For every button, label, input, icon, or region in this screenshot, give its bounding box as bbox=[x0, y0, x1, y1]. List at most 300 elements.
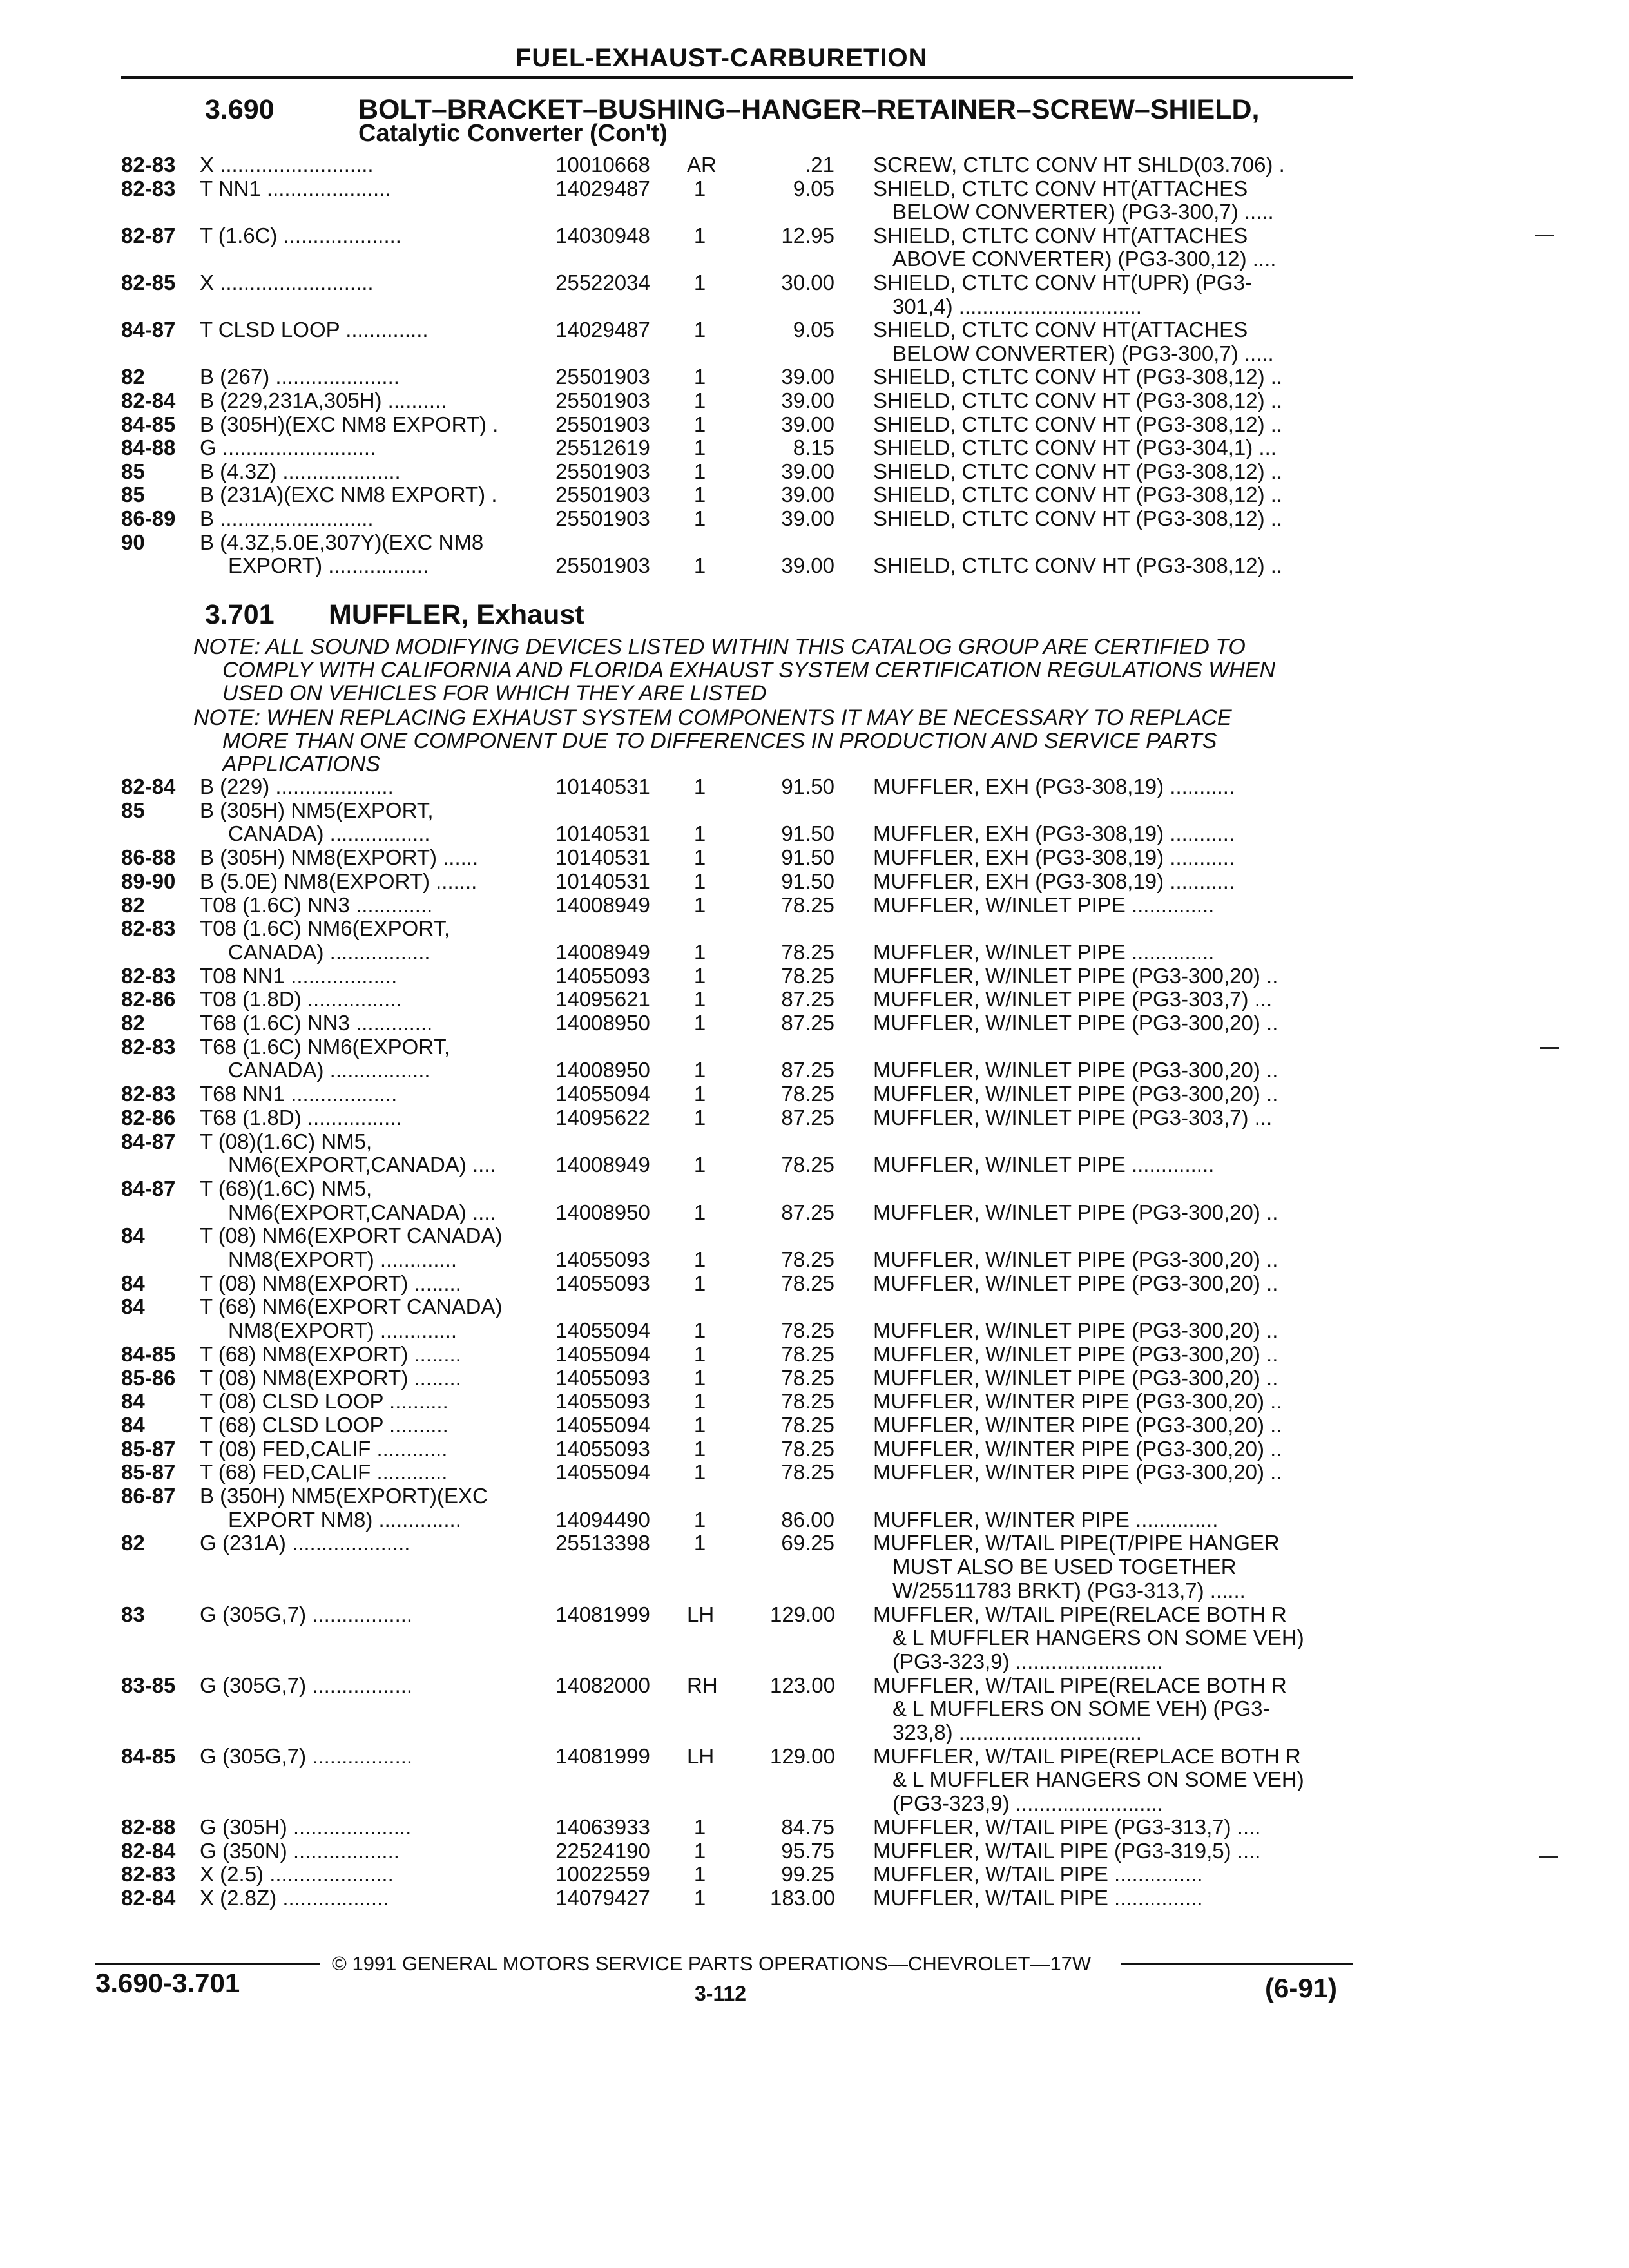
cell-app: T68 (1.8D) ................ bbox=[200, 1106, 402, 1129]
cell-qty: 1 bbox=[693, 271, 706, 294]
cell-qty: 1 bbox=[693, 1058, 706, 1082]
margin-mark bbox=[1535, 235, 1554, 236]
cell-qty: 1 bbox=[693, 940, 706, 964]
cell-yr: 90 bbox=[121, 530, 145, 554]
cell-part: 14055094 bbox=[555, 1318, 650, 1342]
cell-part: 25513398 bbox=[555, 1531, 650, 1555]
cell-desc: SHIELD, CTLTC CONV HT(ATTACHES bbox=[873, 177, 1248, 200]
cell-part: 14055093 bbox=[555, 1247, 650, 1271]
cell-price: 87.25 bbox=[781, 1058, 834, 1082]
cell-part: 25501903 bbox=[555, 412, 650, 436]
table-row bbox=[0, 1461, 1629, 1484]
cell-price: 91.50 bbox=[781, 845, 834, 869]
footer-rule bbox=[95, 1963, 320, 1965]
cell-desc: SHIELD, CTLTC CONV HT (PG3-308,12) .. bbox=[873, 506, 1283, 530]
cell-app: NM6(EXPORT,CANADA) .... bbox=[228, 1153, 496, 1177]
cell-app: X .......................... bbox=[200, 271, 374, 294]
cell-price: 8.15 bbox=[793, 436, 834, 459]
table-row bbox=[0, 1106, 1629, 1129]
margin-mark bbox=[1540, 1047, 1559, 1049]
cell-app: B (4.3Z) .................... bbox=[200, 459, 401, 483]
cell-app: T (1.6C) .................... bbox=[200, 224, 401, 247]
table-row bbox=[0, 365, 1629, 389]
cell-app: G (305H) .................... bbox=[200, 1815, 412, 1839]
cell-yr: 84-87 bbox=[121, 1177, 176, 1200]
table-row bbox=[0, 1603, 1629, 1626]
cell-desc: MUFFLER, W/INTER PIPE (PG3-300,20) .. bbox=[873, 1413, 1282, 1437]
cell-yr: 85-87 bbox=[121, 1437, 176, 1461]
cell-desc: MUFFLER, EXH (PG3-308,19) ........... bbox=[873, 845, 1235, 869]
table-row bbox=[0, 799, 1629, 822]
cell-yr: 84-87 bbox=[121, 318, 176, 341]
footer-copyright: © 1991 GENERAL MOTORS SERVICE PARTS OPERATIONS—CHEVROLET—17W bbox=[332, 1952, 1092, 1975]
table-row bbox=[0, 1437, 1629, 1461]
cell-desc: SCREW, CTLTC CONV HT SHLD(03.706) . bbox=[873, 153, 1285, 177]
cell-app: T08 (1.6C) NN3 ............. bbox=[200, 893, 433, 917]
cell-yr: 85 bbox=[121, 798, 145, 822]
cell-desc: SHIELD, CTLTC CONV HT(UPR) (PG3- bbox=[873, 271, 1252, 294]
cell-app: B (305H) NM5(EXPORT, bbox=[200, 798, 434, 822]
cell-price: 39.00 bbox=[781, 365, 834, 389]
cell-desc: MUFFLER, W/TAIL PIPE ............... bbox=[873, 1886, 1203, 1910]
section-title: MUFFLER, Exhaust bbox=[329, 599, 584, 630]
cell-desc: 323,8) ............................... bbox=[892, 1720, 1142, 1744]
cell-yr: 85-87 bbox=[121, 1460, 176, 1484]
table-row bbox=[0, 1319, 1629, 1342]
cell-price: 78.25 bbox=[781, 1413, 834, 1437]
cell-desc: MUFFLER, W/INLET PIPE (PG3-300,20) .. bbox=[873, 964, 1278, 988]
cell-yr: 84-85 bbox=[121, 412, 176, 436]
cell-qty: RH bbox=[687, 1673, 718, 1697]
cell-desc: BELOW CONVERTER) (PG3-300,7) ..... bbox=[892, 200, 1274, 224]
cell-desc: MUFFLER, W/INLET PIPE .............. bbox=[873, 940, 1215, 964]
cell-qty: LH bbox=[687, 1744, 715, 1768]
cell-yr: 86-89 bbox=[121, 506, 176, 530]
cell-desc: & L MUFFLER HANGERS ON SOME VEH) bbox=[892, 1767, 1304, 1791]
cell-part: 14008950 bbox=[555, 1058, 650, 1082]
cell-price: 39.00 bbox=[781, 553, 834, 577]
cell-app: G (305G,7) ................. bbox=[200, 1673, 413, 1697]
cell-desc: ABOVE CONVERTER) (PG3-300,12) .... bbox=[892, 247, 1277, 271]
cell-yr: 82-85 bbox=[121, 271, 176, 294]
cell-qty: 1 bbox=[693, 1082, 706, 1106]
cell-part: 14008949 bbox=[555, 940, 650, 964]
table-row bbox=[0, 1248, 1629, 1271]
cell-qty: 1 bbox=[693, 1389, 706, 1413]
cell-qty: 1 bbox=[693, 1153, 706, 1177]
cell-yr: 84-88 bbox=[121, 436, 176, 459]
cell-app: T (68) FED,CALIF ............ bbox=[200, 1460, 448, 1484]
cell-price: 12.95 bbox=[781, 224, 834, 247]
cell-part: 10022559 bbox=[555, 1862, 650, 1886]
cell-qty: 1 bbox=[693, 224, 706, 247]
cell-desc: MUFFLER, W/INTER PIPE (PG3-300,20) .. bbox=[873, 1460, 1282, 1484]
cell-price: 78.25 bbox=[781, 964, 834, 988]
note-line: NOTE: WHEN REPLACING EXHAUST SYSTEM COMPONENTS IT MAY BE NECESSARY TO REPLACE bbox=[193, 706, 1232, 730]
table-row bbox=[0, 1579, 1629, 1602]
table-row bbox=[0, 1840, 1629, 1863]
cell-desc: SHIELD, CTLTC CONV HT (PG3-308,12) .. bbox=[873, 553, 1283, 577]
cell-desc: MUFFLER, W/INLET PIPE .............. bbox=[873, 1153, 1215, 1177]
cell-app: EXPORT) ................. bbox=[228, 553, 429, 577]
table-row bbox=[0, 1012, 1629, 1035]
footer-date: (6-91) bbox=[1265, 1973, 1338, 2003]
margin-mark bbox=[1539, 1856, 1558, 1858]
cell-desc: & L MUFFLERS ON SOME VEH) (PG3- bbox=[892, 1696, 1270, 1720]
cell-yr: 82-83 bbox=[121, 964, 176, 988]
table-row bbox=[0, 1177, 1629, 1200]
cell-yr: 84-85 bbox=[121, 1342, 176, 1366]
cell-yr: 85 bbox=[121, 483, 145, 506]
cell-qty: 1 bbox=[693, 436, 706, 459]
cell-price: 87.25 bbox=[781, 1106, 834, 1129]
cell-yr: 85 bbox=[121, 459, 145, 483]
cell-price: 78.25 bbox=[781, 1366, 834, 1390]
cell-qty: 1 bbox=[693, 845, 706, 869]
cell-price: 78.25 bbox=[781, 940, 834, 964]
cell-qty: 1 bbox=[693, 1271, 706, 1295]
cell-desc: MUFFLER, W/INLET PIPE (PG3-300,20) .. bbox=[873, 1247, 1278, 1271]
cell-yr: 82-88 bbox=[121, 1815, 176, 1839]
footer-section-range: 3.690-3.701 bbox=[95, 1968, 240, 1998]
cell-app: X .......................... bbox=[200, 153, 374, 177]
cell-desc: MUST ALSO BE USED TOGETHER bbox=[892, 1555, 1237, 1579]
cell-price: 78.25 bbox=[781, 1247, 834, 1271]
cell-desc: MUFFLER, W/INLET PIPE (PG3-300,20) .. bbox=[873, 1342, 1278, 1366]
cell-yr: 84 bbox=[121, 1271, 145, 1295]
cell-part: 10140531 bbox=[555, 869, 650, 893]
cell-part: 25501903 bbox=[555, 553, 650, 577]
table-row bbox=[0, 1887, 1629, 1910]
cell-price: 30.00 bbox=[781, 271, 834, 294]
cell-price: 78.25 bbox=[781, 893, 834, 917]
table-row bbox=[0, 460, 1629, 483]
cell-yr: 84 bbox=[121, 1224, 145, 1247]
cell-qty: 1 bbox=[693, 964, 706, 988]
cell-app: NM8(EXPORT) ............. bbox=[228, 1318, 458, 1342]
cell-desc: MUFFLER, W/TAIL PIPE (PG3-319,5) .... bbox=[873, 1839, 1261, 1863]
header-rule bbox=[121, 76, 1353, 79]
cell-price: 183.00 bbox=[770, 1886, 835, 1910]
cell-part: 14095622 bbox=[555, 1106, 650, 1129]
cell-price: 39.00 bbox=[781, 506, 834, 530]
cell-qty: 1 bbox=[693, 553, 706, 577]
cell-part: 10010668 bbox=[555, 153, 650, 177]
cell-app: T (68) NM6(EXPORT CANADA) bbox=[200, 1294, 503, 1318]
cell-yr: 83 bbox=[121, 1602, 145, 1626]
cell-part: 25501903 bbox=[555, 506, 650, 530]
cell-app: T CLSD LOOP .............. bbox=[200, 318, 429, 341]
cell-app: X (2.5) ..................... bbox=[200, 1862, 394, 1886]
cell-part: 14055093 bbox=[555, 1437, 650, 1461]
cell-app: G (305G,7) ................. bbox=[200, 1744, 413, 1768]
cell-part: 14008950 bbox=[555, 1200, 650, 1224]
table-row bbox=[0, 1863, 1629, 1886]
cell-price: 91.50 bbox=[781, 822, 834, 845]
cell-price: 129.00 bbox=[770, 1602, 835, 1626]
table-row bbox=[0, 342, 1629, 365]
cell-yr: 82 bbox=[121, 1011, 145, 1035]
cell-part: 25501903 bbox=[555, 365, 650, 389]
table-row bbox=[0, 153, 1629, 177]
cell-yr: 83-85 bbox=[121, 1673, 176, 1697]
cell-qty: 1 bbox=[693, 389, 706, 412]
cell-app: T (68) NM8(EXPORT) ........ bbox=[200, 1342, 461, 1366]
cell-qty: 1 bbox=[693, 774, 706, 798]
cell-part: 14055093 bbox=[555, 1366, 650, 1390]
table-row bbox=[0, 822, 1629, 845]
cell-desc: SHIELD, CTLTC CONV HT (PG3-308,12) .. bbox=[873, 412, 1283, 436]
cell-qty: 1 bbox=[693, 1437, 706, 1461]
cell-app: CANADA) ................. bbox=[228, 822, 430, 845]
note-line: MORE THAN ONE COMPONENT DUE TO DIFFERENCES IN PRODUCTION AND SERVICE PARTS bbox=[222, 729, 1217, 753]
cell-desc: (PG3-323,9) ......................... bbox=[892, 1791, 1163, 1815]
cell-part: 25501903 bbox=[555, 389, 650, 412]
cell-desc: MUFFLER, EXH (PG3-308,19) ........... bbox=[873, 822, 1235, 845]
cell-app: G (305G,7) ................. bbox=[200, 1602, 413, 1626]
cell-yr: 82 bbox=[121, 365, 145, 389]
cell-app: B (229) .................... bbox=[200, 774, 394, 798]
table-row bbox=[0, 870, 1629, 893]
table-row bbox=[0, 1272, 1629, 1295]
table-row bbox=[0, 1224, 1629, 1247]
table-row bbox=[0, 177, 1629, 200]
cell-desc: & L MUFFLER HANGERS ON SOME VEH) bbox=[892, 1626, 1304, 1649]
footer-rule bbox=[1121, 1963, 1353, 1965]
cell-yr: 82-83 bbox=[121, 153, 176, 177]
cell-app: T (08) NM6(EXPORT CANADA) bbox=[200, 1224, 503, 1247]
cell-desc: MUFFLER, W/INTER PIPE .............. bbox=[873, 1508, 1219, 1532]
table-row bbox=[0, 1792, 1629, 1815]
cell-part: 14081999 bbox=[555, 1602, 650, 1626]
cell-yr: 82-84 bbox=[121, 1839, 176, 1863]
cell-qty: 1 bbox=[693, 1460, 706, 1484]
cell-yr: 82 bbox=[121, 1531, 145, 1555]
cell-app: B (305H) NM8(EXPORT) ...... bbox=[200, 845, 479, 869]
table-row bbox=[0, 554, 1629, 577]
cell-qty: 1 bbox=[693, 1862, 706, 1886]
cell-qty: 1 bbox=[693, 1200, 706, 1224]
cell-yr: 89-90 bbox=[121, 869, 176, 893]
cell-app: T68 NN1 .................. bbox=[200, 1082, 398, 1106]
cell-qty: 1 bbox=[693, 893, 706, 917]
cell-yr: 82-83 bbox=[121, 1862, 176, 1886]
cell-app: T08 (1.6C) NM6(EXPORT, bbox=[200, 916, 450, 940]
footer-page-number: 3-112 bbox=[695, 1982, 747, 2005]
cell-qty: 1 bbox=[693, 1531, 706, 1555]
cell-part: 10140531 bbox=[555, 845, 650, 869]
cell-price: 87.25 bbox=[781, 1200, 834, 1224]
table-row bbox=[0, 436, 1629, 459]
cell-qty: 1 bbox=[693, 177, 706, 200]
section-number: 3.690 bbox=[205, 94, 275, 125]
cell-qty: AR bbox=[687, 153, 717, 177]
table-row bbox=[0, 1626, 1629, 1649]
cell-desc: MUFFLER, W/INLET PIPE (PG3-300,20) .. bbox=[873, 1011, 1278, 1035]
cell-yr: 82-84 bbox=[121, 774, 176, 798]
cell-price: 99.25 bbox=[781, 1862, 834, 1886]
cell-app: B (4.3Z,5.0E,307Y)(EXC NM8 bbox=[200, 530, 484, 554]
cell-app: CANADA) ................. bbox=[228, 940, 430, 964]
table-row bbox=[0, 988, 1629, 1011]
table-row bbox=[0, 1082, 1629, 1106]
cell-qty: 1 bbox=[693, 1508, 706, 1532]
cell-price: 87.25 bbox=[781, 987, 834, 1011]
cell-desc: MUFFLER, EXH (PG3-308,19) ........... bbox=[873, 774, 1235, 798]
cell-price: 78.25 bbox=[781, 1389, 834, 1413]
cell-desc: MUFFLER, W/INLET PIPE (PG3-300,20) .. bbox=[873, 1271, 1278, 1295]
cell-yr: 84 bbox=[121, 1413, 145, 1437]
cell-desc: MUFFLER, W/INLET PIPE .............. bbox=[873, 893, 1215, 917]
cell-desc: (PG3-323,9) ......................... bbox=[892, 1649, 1163, 1673]
cell-desc: MUFFLER, W/INLET PIPE (PG3-300,20) .. bbox=[873, 1058, 1278, 1082]
cell-qty: 1 bbox=[693, 1886, 706, 1910]
cell-app: T (08)(1.6C) NM5, bbox=[200, 1129, 372, 1153]
cell-app: T68 (1.6C) NM6(EXPORT, bbox=[200, 1035, 450, 1059]
cell-part: 14029487 bbox=[555, 318, 650, 341]
cell-app: G (231A) .................... bbox=[200, 1531, 410, 1555]
table-row bbox=[0, 1153, 1629, 1177]
cell-price: 84.75 bbox=[781, 1815, 834, 1839]
cell-yr: 84-85 bbox=[121, 1744, 176, 1768]
table-row bbox=[0, 1201, 1629, 1224]
cell-part: 14008949 bbox=[555, 893, 650, 917]
cell-yr: 84 bbox=[121, 1294, 145, 1318]
cell-part: 25522034 bbox=[555, 271, 650, 294]
cell-yr: 82-86 bbox=[121, 987, 176, 1011]
table-row bbox=[0, 200, 1629, 224]
cell-yr: 82-84 bbox=[121, 389, 176, 412]
cell-part: 14055093 bbox=[555, 1389, 650, 1413]
cell-price: 78.25 bbox=[781, 1318, 834, 1342]
table-row bbox=[0, 1414, 1629, 1437]
cell-part: 14008949 bbox=[555, 1153, 650, 1177]
cell-yr: 82-83 bbox=[121, 177, 176, 200]
table-row bbox=[0, 295, 1629, 318]
cell-app: B (350H) NM5(EXPORT)(EXC bbox=[200, 1484, 488, 1508]
table-row bbox=[0, 507, 1629, 530]
cell-qty: 1 bbox=[693, 987, 706, 1011]
cell-price: 9.05 bbox=[793, 318, 834, 341]
cell-desc: MUFFLER, EXH (PG3-308,19) ........... bbox=[873, 869, 1235, 893]
table-row bbox=[0, 1130, 1629, 1153]
cell-app: X (2.8Z) .................. bbox=[200, 1886, 389, 1910]
cell-app: T (08) NM8(EXPORT) ........ bbox=[200, 1366, 461, 1390]
table-row bbox=[0, 247, 1629, 271]
cell-price: 69.25 bbox=[781, 1531, 834, 1555]
cell-app: B (267) ..................... bbox=[200, 365, 400, 389]
cell-desc: 301,4) ............................... bbox=[892, 294, 1142, 318]
table-row bbox=[0, 1485, 1629, 1508]
cell-app: T (08) CLSD LOOP .......... bbox=[200, 1389, 448, 1413]
table-row bbox=[0, 1555, 1629, 1579]
table-row bbox=[0, 1768, 1629, 1791]
cell-app: T (08) FED,CALIF ............ bbox=[200, 1437, 448, 1461]
cell-price: 91.50 bbox=[781, 869, 834, 893]
cell-part: 25501903 bbox=[555, 459, 650, 483]
section-number: 3.701 bbox=[205, 599, 275, 630]
cell-qty: LH bbox=[687, 1602, 715, 1626]
cell-desc: MUFFLER, W/TAIL PIPE(T/PIPE HANGER bbox=[873, 1531, 1280, 1555]
table-row bbox=[0, 413, 1629, 436]
table-row bbox=[0, 1532, 1629, 1555]
cell-app: B (5.0E) NM8(EXPORT) ....... bbox=[200, 869, 477, 893]
cell-app: G (350N) .................. bbox=[200, 1839, 400, 1863]
cell-part: 25512619 bbox=[555, 436, 650, 459]
cell-desc: MUFFLER, W/TAIL PIPE(RELACE BOTH R bbox=[873, 1673, 1287, 1697]
cell-part: 14079427 bbox=[555, 1886, 650, 1910]
cell-desc: MUFFLER, W/INLET PIPE (PG3-300,20) .. bbox=[873, 1366, 1278, 1390]
table-row bbox=[0, 1295, 1629, 1318]
cell-price: 39.00 bbox=[781, 412, 834, 436]
table-row bbox=[0, 941, 1629, 964]
cell-app: B (229,231A,305H) .......... bbox=[200, 389, 447, 412]
cell-app: T08 (1.8D) ................ bbox=[200, 987, 402, 1011]
cell-yr: 82-87 bbox=[121, 224, 176, 247]
table-row bbox=[0, 1390, 1629, 1413]
cell-price: 78.25 bbox=[781, 1437, 834, 1461]
cell-part: 14081999 bbox=[555, 1744, 650, 1768]
cell-yr: 82-83 bbox=[121, 1082, 176, 1106]
cell-part: 14055094 bbox=[555, 1413, 650, 1437]
cell-price: 78.25 bbox=[781, 1153, 834, 1177]
cell-price: 129.00 bbox=[770, 1744, 835, 1768]
table-row bbox=[0, 1035, 1629, 1059]
cell-price: 9.05 bbox=[793, 177, 834, 200]
cell-desc: SHIELD, CTLTC CONV HT (PG3-308,12) .. bbox=[873, 483, 1283, 506]
cell-desc: MUFFLER, W/INLET PIPE (PG3-303,7) ... bbox=[873, 1106, 1273, 1129]
cell-desc: SHIELD, CTLTC CONV HT (PG3-308,12) .. bbox=[873, 365, 1283, 389]
cell-price: 39.00 bbox=[781, 459, 834, 483]
cell-yr: 82-83 bbox=[121, 1035, 176, 1059]
cell-desc: MUFFLER, W/INLET PIPE (PG3-300,20) .. bbox=[873, 1082, 1278, 1106]
table-row bbox=[0, 1343, 1629, 1366]
cell-yr: 86-88 bbox=[121, 845, 176, 869]
cell-desc: SHIELD, CTLTC CONV HT (PG3-308,12) .. bbox=[873, 459, 1283, 483]
cell-app: EXPORT NM8) .............. bbox=[228, 1508, 461, 1532]
note-line: COMPLY WITH CALIFORNIA AND FLORIDA EXHAUST SYSTEM CERTIFICATION REGULATIONS WHEN bbox=[222, 658, 1276, 682]
cell-part: 14055094 bbox=[555, 1460, 650, 1484]
cell-part: 14029487 bbox=[555, 177, 650, 200]
cell-app: B (305H)(EXC NM8 EXPORT) . bbox=[200, 412, 499, 436]
table-row bbox=[0, 1697, 1629, 1720]
cell-part: 10140531 bbox=[555, 774, 650, 798]
cell-desc: SHIELD, CTLTC CONV HT(ATTACHES bbox=[873, 318, 1248, 341]
cell-qty: 1 bbox=[693, 506, 706, 530]
cell-yr: 82-84 bbox=[121, 1886, 176, 1910]
page-header-title: FUEL-EXHAUST-CARBURETION bbox=[516, 44, 928, 72]
cell-qty: 1 bbox=[693, 1413, 706, 1437]
note-line: APPLICATIONS bbox=[222, 752, 380, 776]
table-row bbox=[0, 917, 1629, 940]
cell-desc: MUFFLER, W/INLET PIPE (PG3-300,20) .. bbox=[873, 1318, 1278, 1342]
cell-part: 14055093 bbox=[555, 1271, 650, 1295]
cell-app: G .......................... bbox=[200, 436, 376, 459]
table-row bbox=[0, 775, 1629, 798]
table-row bbox=[0, 1059, 1629, 1082]
cell-desc: MUFFLER, W/INLET PIPE (PG3-303,7) ... bbox=[873, 987, 1273, 1011]
cell-price: 123.00 bbox=[770, 1673, 835, 1697]
note-line: NOTE: ALL SOUND MODIFYING DEVICES LISTED WITHIN THIS CATALOG GROUP ARE CERTIFIED TO bbox=[193, 635, 1246, 659]
note-line: USED ON VEHICLES FOR WHICH THEY ARE LISTED bbox=[222, 681, 767, 706]
cell-qty: 1 bbox=[693, 1106, 706, 1129]
cell-qty: 1 bbox=[693, 412, 706, 436]
cell-app: T68 (1.6C) NN3 ............. bbox=[200, 1011, 433, 1035]
cell-app: T NN1 ..................... bbox=[200, 177, 391, 200]
cell-qty: 1 bbox=[693, 869, 706, 893]
cell-app: T (08) NM8(EXPORT) ........ bbox=[200, 1271, 461, 1295]
cell-price: 78.25 bbox=[781, 1342, 834, 1366]
